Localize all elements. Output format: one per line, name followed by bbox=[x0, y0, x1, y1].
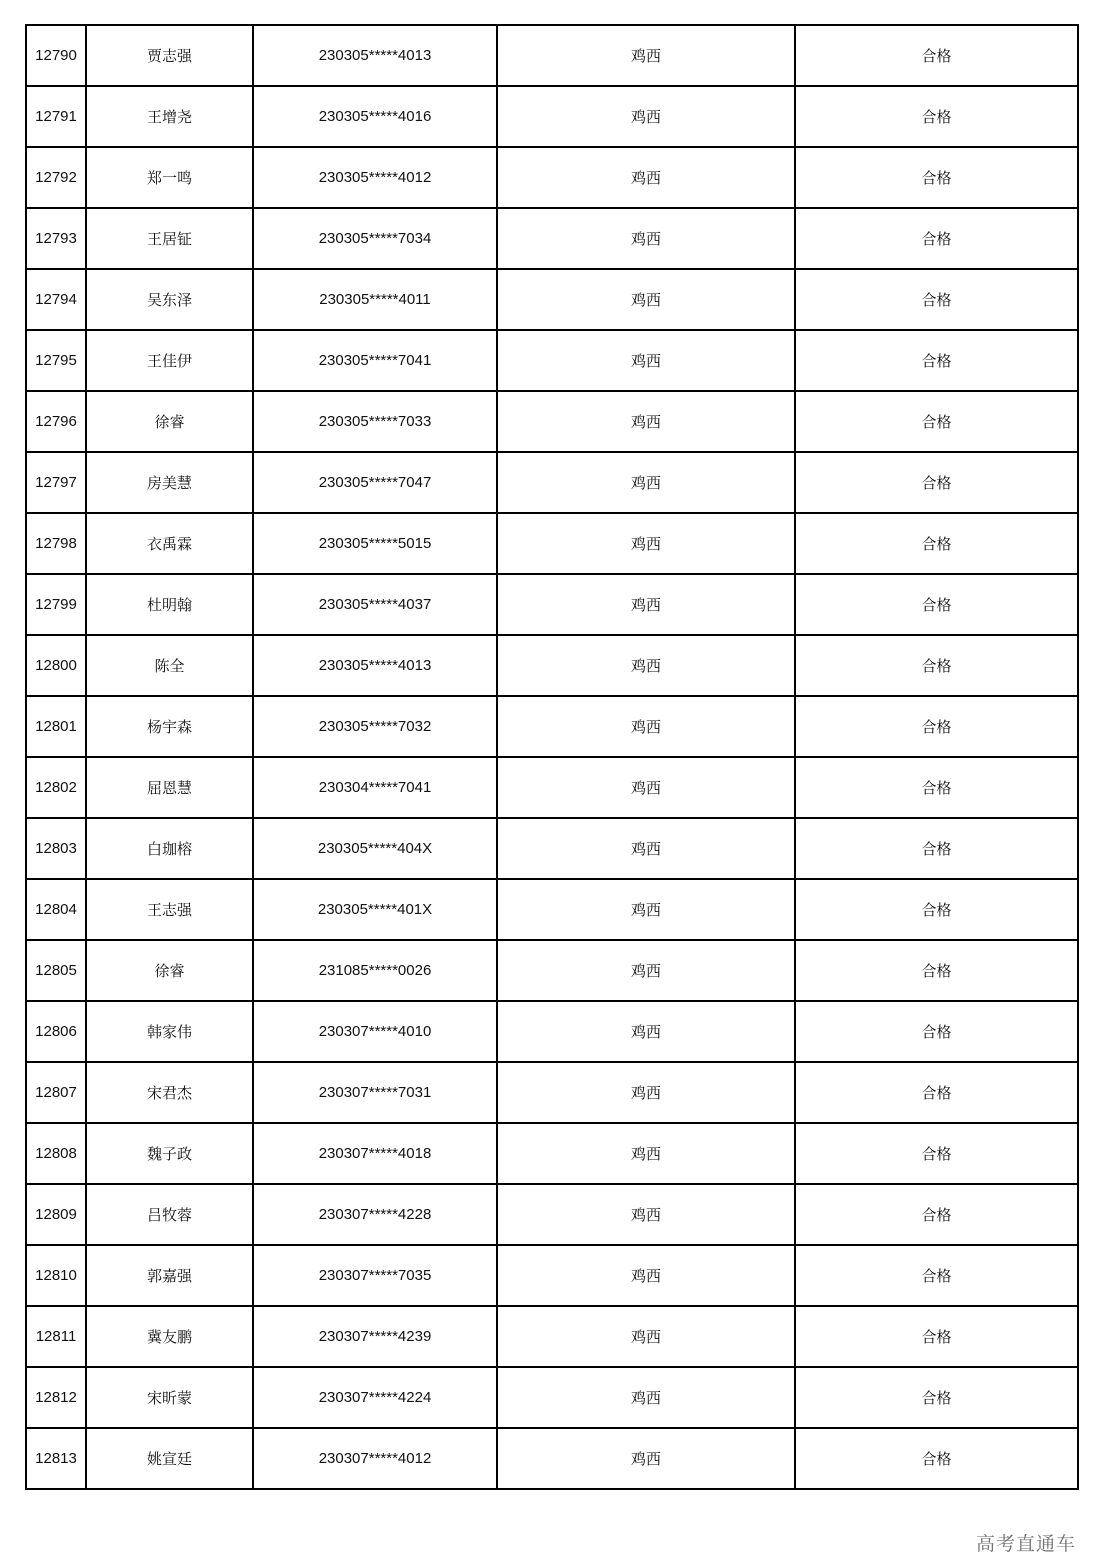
row-name: 徐睿 bbox=[86, 391, 253, 452]
row-sequence-number: 12797 bbox=[26, 452, 86, 513]
table-row bbox=[26, 696, 1078, 757]
row-city: 鸡西 bbox=[497, 940, 795, 1001]
row-result: 合格 bbox=[795, 1428, 1078, 1489]
table-row bbox=[26, 25, 1078, 86]
row-sequence-number: 12806 bbox=[26, 1001, 86, 1062]
row-name: 宋昕蒙 bbox=[86, 1367, 253, 1428]
row-id-number: 230305*****7041 bbox=[253, 330, 497, 391]
row-sequence-number: 12808 bbox=[26, 1123, 86, 1184]
row-id-number: 230305*****7047 bbox=[253, 452, 497, 513]
row-sequence-number: 12798 bbox=[26, 513, 86, 574]
row-sequence-number: 12805 bbox=[26, 940, 86, 1001]
row-sequence-number: 12793 bbox=[26, 208, 86, 269]
row-result: 合格 bbox=[795, 269, 1078, 330]
row-id-number: 230307*****4018 bbox=[253, 1123, 497, 1184]
row-result: 合格 bbox=[795, 1367, 1078, 1428]
row-name: 王增尧 bbox=[86, 86, 253, 147]
row-city: 鸡西 bbox=[497, 147, 795, 208]
table-row bbox=[26, 330, 1078, 391]
row-sequence-number: 12790 bbox=[26, 25, 86, 86]
results-table bbox=[25, 24, 1079, 1490]
row-result: 合格 bbox=[795, 86, 1078, 147]
row-name: 冀友鹏 bbox=[86, 1306, 253, 1367]
row-name: 郭嘉强 bbox=[86, 1245, 253, 1306]
row-sequence-number: 12811 bbox=[26, 1306, 86, 1367]
row-city: 鸡西 bbox=[497, 208, 795, 269]
row-name: 屈恩慧 bbox=[86, 757, 253, 818]
row-result: 合格 bbox=[795, 1062, 1078, 1123]
row-sequence-number: 12796 bbox=[26, 391, 86, 452]
row-id-number: 230305*****7034 bbox=[253, 208, 497, 269]
row-result: 合格 bbox=[795, 208, 1078, 269]
row-id-number: 230305*****4013 bbox=[253, 635, 497, 696]
row-result: 合格 bbox=[795, 391, 1078, 452]
row-city: 鸡西 bbox=[497, 330, 795, 391]
table-row bbox=[26, 574, 1078, 635]
row-result: 合格 bbox=[795, 757, 1078, 818]
row-id-number: 230307*****7031 bbox=[253, 1062, 497, 1123]
row-name: 白珈榕 bbox=[86, 818, 253, 879]
row-sequence-number: 12810 bbox=[26, 1245, 86, 1306]
row-name: 贾志强 bbox=[86, 25, 253, 86]
table-row bbox=[26, 452, 1078, 513]
table-row bbox=[26, 1184, 1078, 1245]
row-id-number: 230305*****4013 bbox=[253, 25, 497, 86]
table-row bbox=[26, 86, 1078, 147]
row-sequence-number: 12807 bbox=[26, 1062, 86, 1123]
row-result: 合格 bbox=[795, 818, 1078, 879]
table-row bbox=[26, 1001, 1078, 1062]
table-row bbox=[26, 1062, 1078, 1123]
table-row bbox=[26, 1306, 1078, 1367]
row-city: 鸡西 bbox=[497, 696, 795, 757]
row-city: 鸡西 bbox=[497, 269, 795, 330]
table-row bbox=[26, 1428, 1078, 1489]
row-city: 鸡西 bbox=[497, 452, 795, 513]
table-row bbox=[26, 1367, 1078, 1428]
row-city: 鸡西 bbox=[497, 513, 795, 574]
row-name: 王志强 bbox=[86, 879, 253, 940]
row-result: 合格 bbox=[795, 25, 1078, 86]
row-city: 鸡西 bbox=[497, 391, 795, 452]
row-id-number: 230307*****4224 bbox=[253, 1367, 497, 1428]
table-row bbox=[26, 208, 1078, 269]
table-row bbox=[26, 147, 1078, 208]
row-city: 鸡西 bbox=[497, 879, 795, 940]
row-sequence-number: 12794 bbox=[26, 269, 86, 330]
row-id-number: 230307*****4239 bbox=[253, 1306, 497, 1367]
table-row bbox=[26, 269, 1078, 330]
row-result: 合格 bbox=[795, 452, 1078, 513]
row-sequence-number: 12813 bbox=[26, 1428, 86, 1489]
row-sequence-number: 12804 bbox=[26, 879, 86, 940]
row-sequence-number: 12812 bbox=[26, 1367, 86, 1428]
row-city: 鸡西 bbox=[497, 1245, 795, 1306]
row-city: 鸡西 bbox=[497, 1001, 795, 1062]
table-row bbox=[26, 879, 1078, 940]
row-city: 鸡西 bbox=[497, 635, 795, 696]
row-name: 宋君杰 bbox=[86, 1062, 253, 1123]
row-city: 鸡西 bbox=[497, 1428, 795, 1489]
table-row bbox=[26, 818, 1078, 879]
row-result: 合格 bbox=[795, 574, 1078, 635]
row-city: 鸡西 bbox=[497, 757, 795, 818]
row-id-number: 230307*****4228 bbox=[253, 1184, 497, 1245]
row-id-number: 231085*****0026 bbox=[253, 940, 497, 1001]
row-city: 鸡西 bbox=[497, 86, 795, 147]
row-id-number: 230305*****4037 bbox=[253, 574, 497, 635]
row-id-number: 230307*****7035 bbox=[253, 1245, 497, 1306]
row-city: 鸡西 bbox=[497, 1306, 795, 1367]
row-id-number: 230305*****4012 bbox=[253, 147, 497, 208]
row-name: 杨宇森 bbox=[86, 696, 253, 757]
row-sequence-number: 12791 bbox=[26, 86, 86, 147]
row-name: 杜明翰 bbox=[86, 574, 253, 635]
row-result: 合格 bbox=[795, 635, 1078, 696]
row-result: 合格 bbox=[795, 1001, 1078, 1062]
row-result: 合格 bbox=[795, 940, 1078, 1001]
row-name: 房美慧 bbox=[86, 452, 253, 513]
row-id-number: 230305*****7033 bbox=[253, 391, 497, 452]
row-name: 吴东泽 bbox=[86, 269, 253, 330]
table-row bbox=[26, 391, 1078, 452]
row-sequence-number: 12801 bbox=[26, 696, 86, 757]
row-result: 合格 bbox=[795, 1184, 1078, 1245]
row-city: 鸡西 bbox=[497, 25, 795, 86]
row-result: 合格 bbox=[795, 879, 1078, 940]
row-result: 合格 bbox=[795, 1123, 1078, 1184]
row-result: 合格 bbox=[795, 696, 1078, 757]
row-city: 鸡西 bbox=[497, 574, 795, 635]
row-name: 徐睿 bbox=[86, 940, 253, 1001]
row-id-number: 230305*****404X bbox=[253, 818, 497, 879]
row-result: 合格 bbox=[795, 1245, 1078, 1306]
row-id-number: 230304*****7041 bbox=[253, 757, 497, 818]
table-row bbox=[26, 1245, 1078, 1306]
row-id-number: 230305*****7032 bbox=[253, 696, 497, 757]
row-id-number: 230305*****4016 bbox=[253, 86, 497, 147]
row-sequence-number: 12800 bbox=[26, 635, 86, 696]
row-id-number: 230305*****4011 bbox=[253, 269, 497, 330]
row-sequence-number: 12795 bbox=[26, 330, 86, 391]
row-name: 衣禹霖 bbox=[86, 513, 253, 574]
row-city: 鸡西 bbox=[497, 1367, 795, 1428]
table-row bbox=[26, 635, 1078, 696]
row-city: 鸡西 bbox=[497, 818, 795, 879]
row-sequence-number: 12792 bbox=[26, 147, 86, 208]
row-city: 鸡西 bbox=[497, 1184, 795, 1245]
row-name: 吕牧蓉 bbox=[86, 1184, 253, 1245]
row-result: 合格 bbox=[795, 330, 1078, 391]
row-name: 陈全 bbox=[86, 635, 253, 696]
table-row bbox=[26, 940, 1078, 1001]
row-city: 鸡西 bbox=[497, 1062, 795, 1123]
row-id-number: 230305*****401X bbox=[253, 879, 497, 940]
row-city: 鸡西 bbox=[497, 1123, 795, 1184]
row-name: 韩家伟 bbox=[86, 1001, 253, 1062]
watermark-text: 高考直通车 bbox=[975, 1533, 1076, 1555]
row-name: 姚宣廷 bbox=[86, 1428, 253, 1489]
row-name: 王居钲 bbox=[86, 208, 253, 269]
row-id-number: 230307*****4010 bbox=[253, 1001, 497, 1062]
row-result: 合格 bbox=[795, 1306, 1078, 1367]
row-result: 合格 bbox=[795, 147, 1078, 208]
row-sequence-number: 12809 bbox=[26, 1184, 86, 1245]
table-row bbox=[26, 757, 1078, 818]
row-name: 王佳伊 bbox=[86, 330, 253, 391]
table-row bbox=[26, 1123, 1078, 1184]
row-name: 郑一鸣 bbox=[86, 147, 253, 208]
row-id-number: 230307*****4012 bbox=[253, 1428, 497, 1489]
table-row bbox=[26, 513, 1078, 574]
row-sequence-number: 12803 bbox=[26, 818, 86, 879]
row-result: 合格 bbox=[795, 513, 1078, 574]
row-id-number: 230305*****5015 bbox=[253, 513, 497, 574]
row-name: 魏子政 bbox=[86, 1123, 253, 1184]
row-sequence-number: 12799 bbox=[26, 574, 86, 635]
table-body bbox=[26, 25, 1078, 1489]
row-sequence-number: 12802 bbox=[26, 757, 86, 818]
